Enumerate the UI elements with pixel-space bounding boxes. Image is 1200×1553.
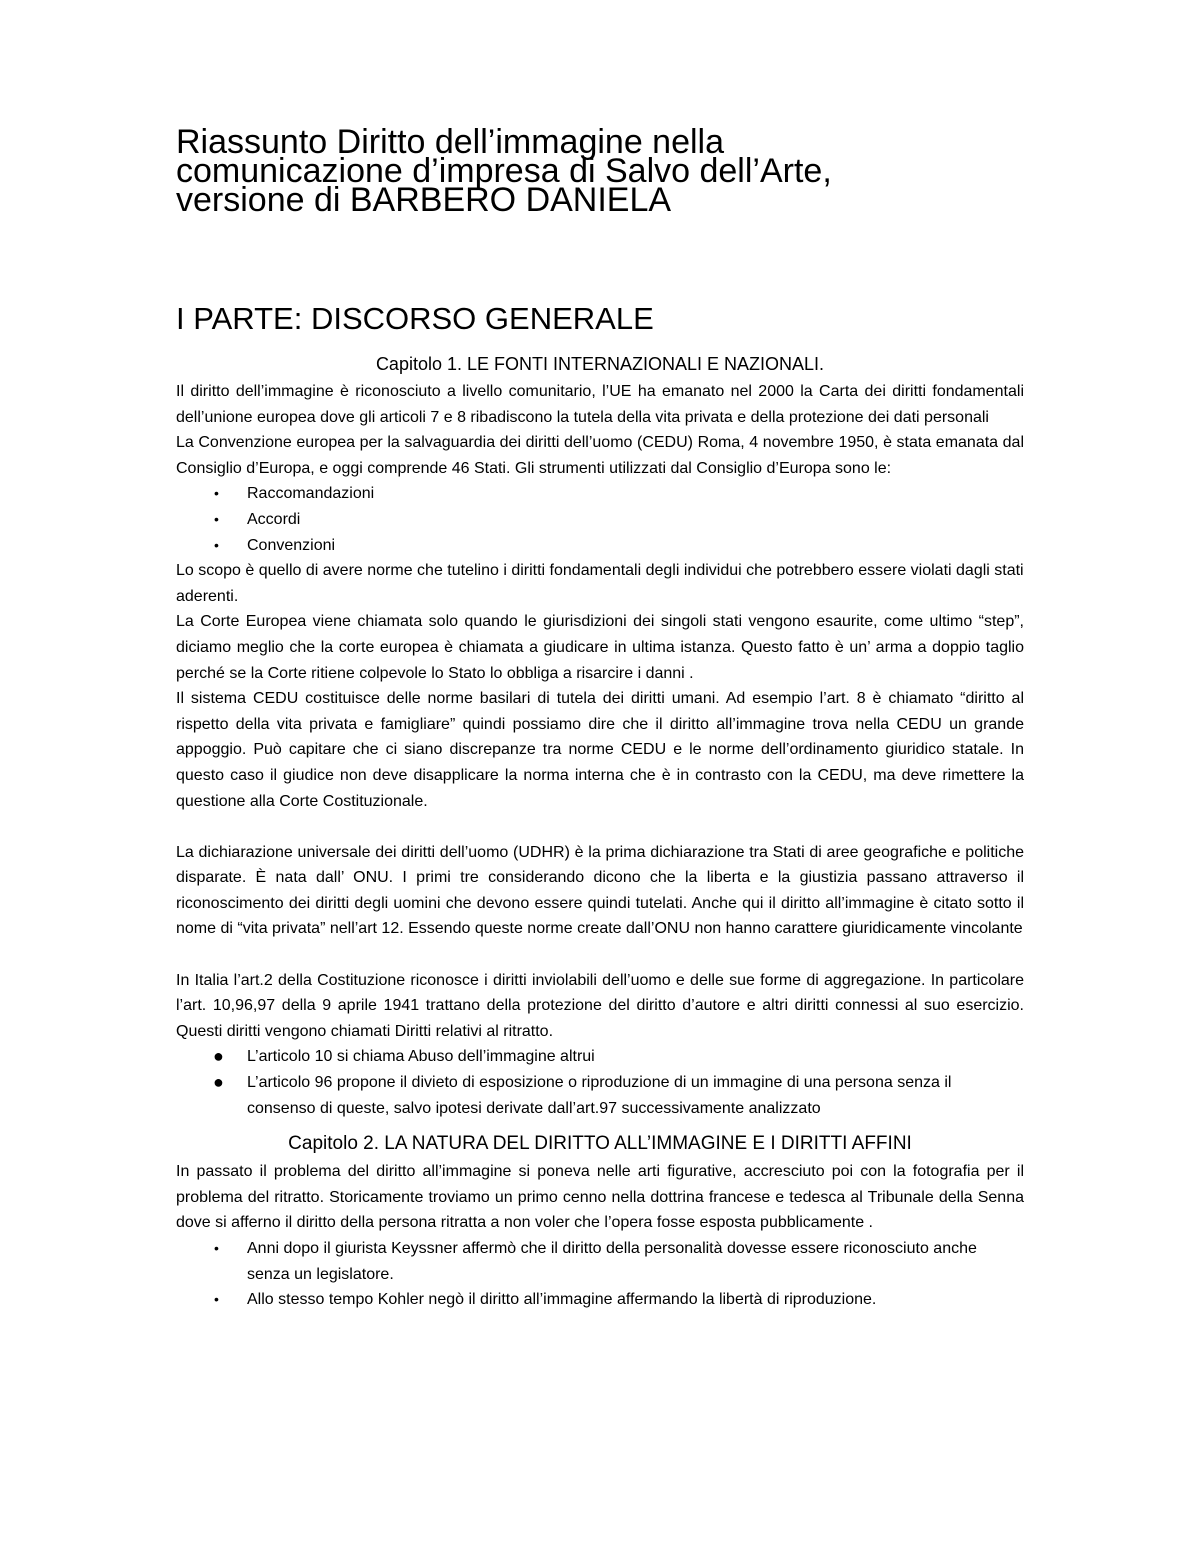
bullet-icon: ● — [213, 1046, 224, 1067]
bullet-list — [176, 481, 1024, 558]
paragraph: In Italia l’art.2 della Costituzione riconosce i diritti inviolabili dell’uomo e delle sue forme di aggregazione. In particolare l’art. 10,96,97 della 9 aprile 1941 trattano della protezione del diritto d’autore e altri diritti connessi al suo esercizio. Questi diritti vengono chiamati Diritti relativi al ritratto. — [176, 971, 1024, 1040]
bullet-icon: • — [214, 1240, 219, 1256]
list-item — [176, 533, 1024, 559]
paragraph: La Convenzione europea per la salvaguardia dei diritti dell’uomo (CEDU) Roma, 4 novembre 1950, è stata emanata dal Consiglio d’Europa, e oggi comprende 46 Stati. Gli strumenti utilizzati dal Consiglio d’Europa sono le: — [176, 434, 1024, 477]
document-title — [176, 123, 1024, 219]
list-item-text: Accordi — [247, 510, 301, 528]
list-item-text: L’articolo 96 propone il divieto di esposizione o riproduzione di un immagine di una persona senza il consenso di queste, salvo ipotesi derivate dall’art.97 successivamente analizzato — [247, 1074, 952, 1117]
paragraph: In passato il problema del diritto all’immagine si poneva nelle arti figurative, accresciuto poi con la fotografia per il problema del ritratto. Storicamente troviamo un primo cenno nella dottrina francese e tedesca al Tribunale della Senna dove si afferno il diritto della persona ritratta a non voler che l’opera fosse esposta pubblicamente . — [176, 1163, 1024, 1232]
paragraph: Il sistema CEDU costituisce delle norme basilari di tutela dei diritti umani. Ad esempio l’art. 8 è chiamato “diritto al rispetto della vita privata e famigliare” quindi possiamo dire che il diritto all’immagine trova nella CEDU un grande appoggio. Può capitare che ci siano discrepanze tra norme CEDU e le norme dell’ordinamento giuridico statale. In questo caso il giudice non deve disapplicare la norma interna che è in contrasto con la CEDU, ma deve rimettere la questione alla Corte Costituzionale. — [176, 690, 1024, 810]
title-line: Riassunto Diritto dell’immagine nella — [176, 123, 725, 161]
chapter-2-title: Capitolo 2. LA NATURA DEL DIRITTO ALL’IMMAGINE E I DIRITTI AFFINI — [288, 1133, 912, 1155]
list-item-text: Allo stesso tempo Kohler negò il diritto all’immagine affermando la libertà di riproduzione. — [247, 1291, 877, 1309]
list-item — [176, 1287, 1024, 1313]
paragraph-spacer — [176, 942, 1024, 968]
bullet-icon: ● — [213, 1072, 224, 1093]
bullet-icon: • — [214, 536, 219, 553]
part-title: I PARTE: DISCORSO GENERALE — [176, 301, 654, 336]
list-item — [176, 507, 1024, 533]
list-item-text: Convenzioni — [247, 536, 336, 554]
list-item — [176, 1044, 1024, 1070]
list-item — [176, 1236, 1024, 1287]
bullet-icon: • — [214, 510, 219, 527]
paragraph-spacer — [176, 814, 1024, 840]
paragraph: La Corte Europea viene chiamata solo quando le giurisdizioni dei singoli stati vengono esaurite, come ultimo “step”, diciamo meglio che la corte europea è chiamata a giudicare in ultima istanza. Questo fatto è un’ arma a doppio taglio perché se la Corte ritiene colpevole lo Stato lo obbliga a risarcire i danni . — [176, 613, 1024, 682]
list-item-text: Anni dopo il giurista Keyssner affermò che il diritto della personalità dovesse essere riconosciuto anche senza un legislatore. — [247, 1240, 977, 1283]
paragraph: Lo scopo è quello di avere norme che tutelino i diritti fondamentali degli individui che potrebbero essere violati dagli stati aderenti. — [176, 562, 1024, 605]
list-item — [176, 481, 1024, 507]
list-item-text: L’articolo 10 si chiama Abuso dell’immagine altrui — [247, 1048, 595, 1066]
bullet-list — [176, 1044, 1024, 1121]
list-item — [176, 1070, 1024, 1121]
bullet-icon: • — [214, 485, 219, 502]
paragraph: La dichiarazione universale dei diritti dell’uomo (UDHR) è la prima dichiarazione tra Stati di aree geografiche e politiche disparate. È nata dall’ ONU. I primi tre considerando dicono che la liberta e la giustizia passano attraverso il riconoscimento dei diritti degli uomini che devono essere quindi tutelati. Anche qui il diritto all’immagine è citato sotto il nome di “vita privata” nell’art 12. Essendo queste norme create dall’ONU non hanno carattere giuridicamente vincolante — [176, 843, 1024, 938]
chapter-1-title: Capitolo 1. LE FONTI INTERNAZIONALI E NAZIONALI. — [375, 354, 825, 374]
bullet-icon: • — [214, 1291, 219, 1308]
title-line: comunicazione d’impresa di Salvo dell’Arte, — [176, 152, 832, 190]
title-line: versione di BARBERO DANIELA — [176, 181, 672, 219]
bullet-list — [176, 1236, 1024, 1313]
list-item-text: Raccomandazioni — [247, 485, 375, 503]
paragraph: Il diritto dell’immagine è riconosciuto a livello comunitario, l’UE ha emanato nel 2000 la Carta dei diritti fondamentali dell’unione europea dove gli articoli 7 e 8 ribadiscono la tutela della vita privata e della protezione dei dati personali — [176, 383, 1024, 426]
